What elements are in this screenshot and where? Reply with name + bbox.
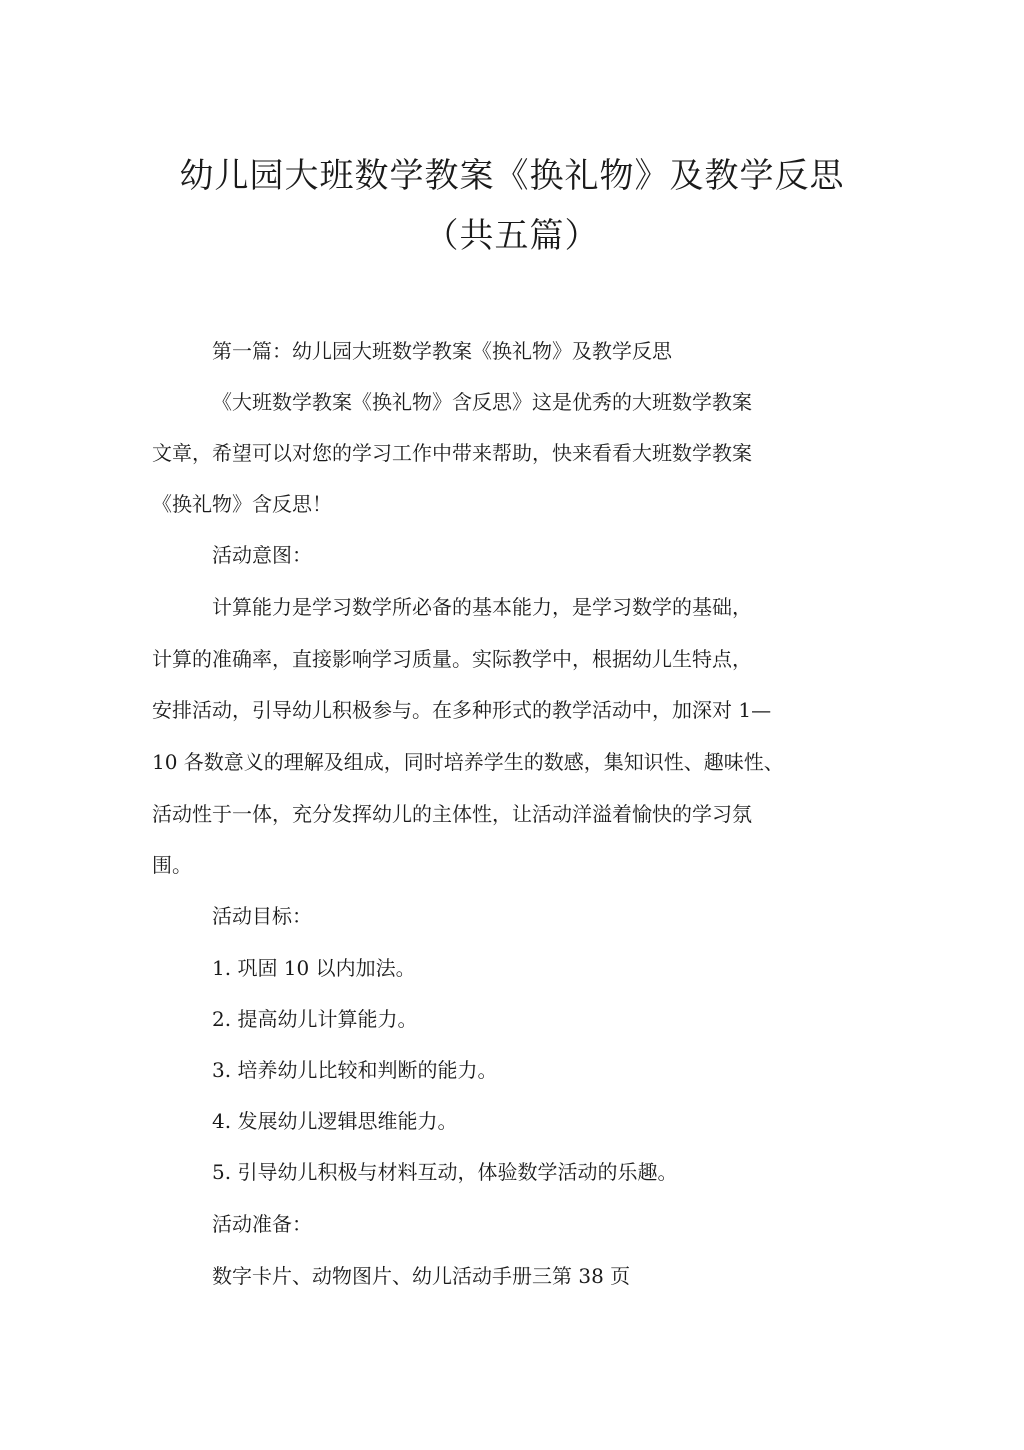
paragraph-line: 计算能力是学习数学所必备的基本能力，是学习数学的基础， [212,595,752,619]
paragraph-line: 《换礼物》含反思！ [152,492,332,516]
list-item: 2. 提高幼儿计算能力。 [212,1007,418,1031]
paragraph-line: 10 各数意义的理解及组成，同时培养学生的数感，集知识性、趣味性、 [152,750,784,774]
list-item: 4. 发展幼儿逻辑思维能力。 [212,1109,458,1133]
subheading: 活动目标： [212,904,312,928]
paragraph-line: 活动性于一体，充分发挥幼儿的主体性，让活动洋溢着愉快的学习氛 [152,802,752,826]
document-title: 幼儿园大班数学教案《换礼物》及教学反思 [179,156,845,196]
list-item: 5. 引导幼儿积极与材料互动，体验数学活动的乐趣。 [212,1160,678,1184]
paragraph-line: 安排活动，引导幼儿积极参与。在多种形式的教学活动中，加深对 1— [152,698,772,722]
list-item: 3. 培养幼儿比较和判断的能力。 [212,1058,498,1082]
section-heading: 第一篇：幼儿园大班数学教案《换礼物》及教学反思 [212,339,672,363]
paragraph-line: 文章，希望可以对您的学习工作中带来帮助，快来看看大班数学教案 [152,441,752,465]
subheading: 活动准备： [212,1212,312,1236]
paragraph-line: 《大班数学教案《换礼物》含反思》这是优秀的大班数学教案 [212,390,752,414]
paragraph-line: 数字卡片、动物图片、幼儿活动手册三第 38 页 [212,1264,631,1288]
paragraph-line: 计算的准确率，直接影响学习质量。实际教学中，根据幼儿生特点， [152,647,752,671]
subheading: 活动意图： [212,543,312,567]
document-subtitle: （共五篇） [424,216,600,256]
paragraph-line: 围。 [152,853,192,877]
list-item: 1. 巩固 10 以内加法。 [212,956,416,980]
